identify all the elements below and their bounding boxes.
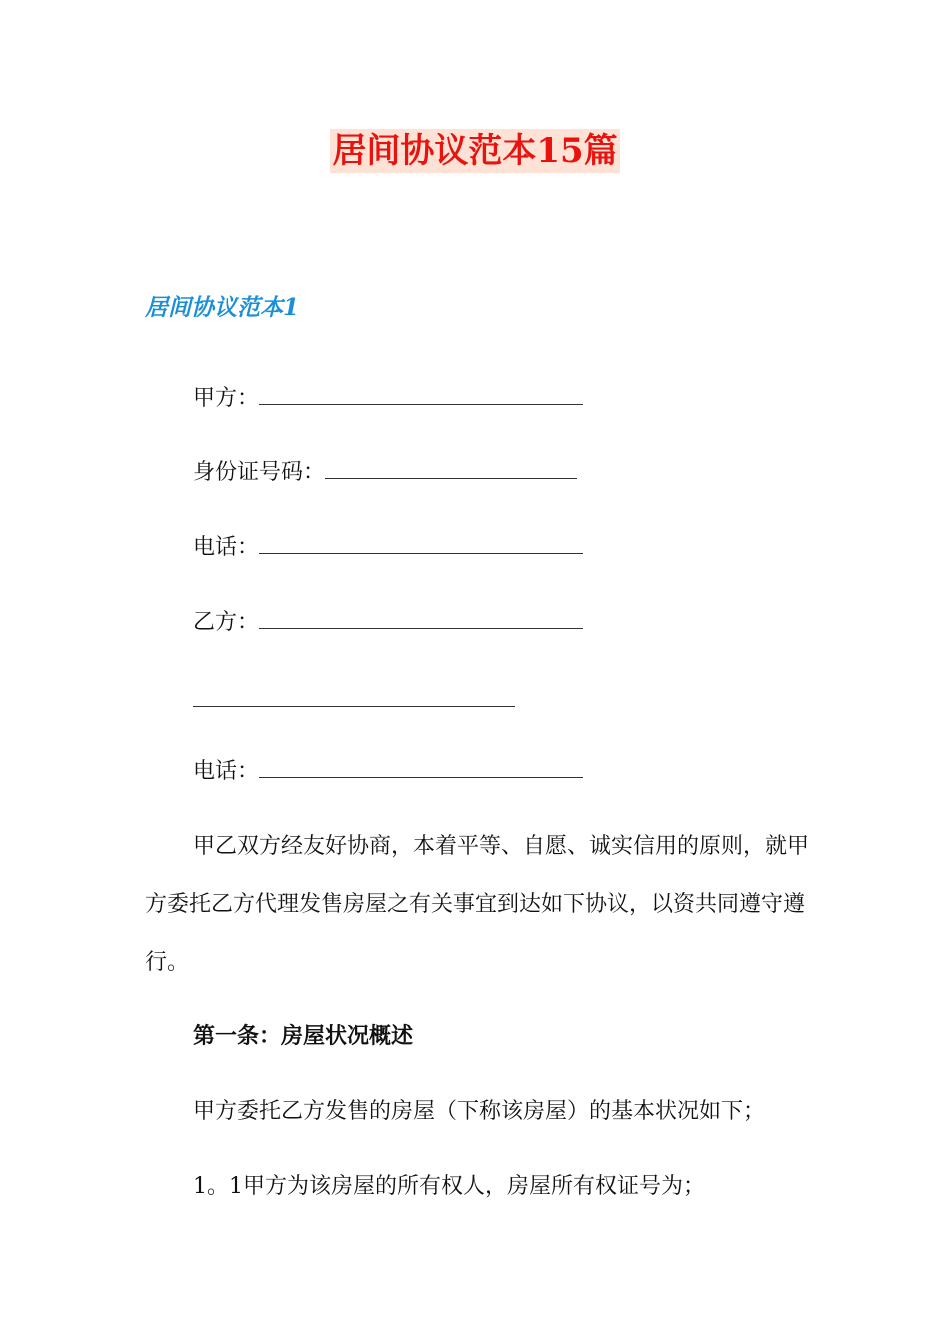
field-label: 甲方： xyxy=(193,386,260,411)
document-title-text: 居间协议范本15篇 xyxy=(332,131,618,171)
field-label: 乙方： xyxy=(193,610,260,635)
blank-underline xyxy=(259,759,583,778)
article-1-heading: 第一条：房屋状况概述 xyxy=(193,1024,414,1049)
article-1-line-1: 甲方委托乙方发售的房屋（下称该房屋）的基本状况如下； xyxy=(193,1099,766,1124)
blank-underline xyxy=(325,460,577,479)
field-party-a xyxy=(193,382,583,416)
blank-underline xyxy=(259,386,583,405)
document-title xyxy=(0,124,950,178)
field-phone-a xyxy=(193,531,583,565)
field-id-number xyxy=(193,456,577,490)
field-phone-b xyxy=(193,755,583,789)
field-party-b xyxy=(193,606,583,640)
blank-underline xyxy=(259,610,583,629)
article-1-line-2: 1。1甲方为该房屋的所有权人，房屋所有权证号为； xyxy=(193,1174,705,1199)
section-heading: 居间协议范本1 xyxy=(145,294,300,321)
intro-paragraph: 甲乙双方经友好协商，本着平等、自愿、诚实信用的原则，就甲方委托乙方代理发售房屋之有关事宜到达如下协议，以资共同遵守遵行。 xyxy=(145,834,810,975)
blank-underline xyxy=(259,535,583,554)
blank-line xyxy=(193,706,515,707)
field-label: 身份证号码： xyxy=(193,460,326,485)
field-label: 电话： xyxy=(193,535,260,560)
field-label: 电话： xyxy=(193,759,260,784)
